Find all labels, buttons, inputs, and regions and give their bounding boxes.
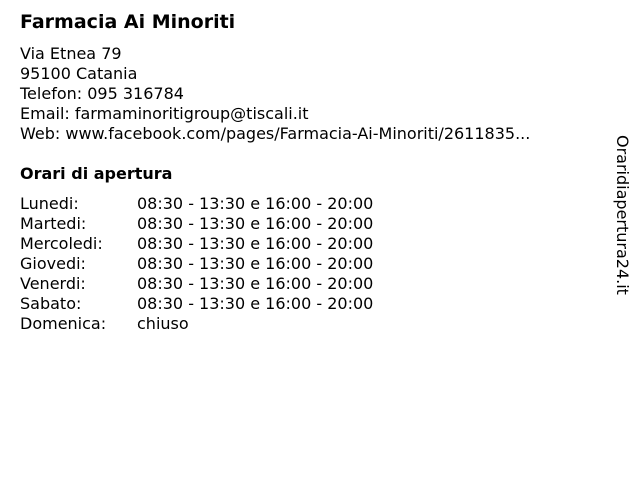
- day-label: Martedi:: [20, 214, 87, 233]
- street-address: Via Etnea 79: [20, 44, 122, 63]
- opening-hours-heading: Orari di apertura: [20, 164, 173, 183]
- site-brand-vertical: [606, 135, 638, 310]
- time-value: 08:30 - 13:30 e 16:00 - 20:00: [137, 194, 374, 213]
- website-url: Web: www.facebook.com/pages/Farmacia-Ai-Minoriti/2611835...: [20, 124, 531, 143]
- day-label: Domenica:: [20, 314, 107, 333]
- contact-block: [20, 44, 530, 144]
- time-value: 08:30 - 13:30 e 16:00 - 20:00: [137, 254, 374, 273]
- day-label: Giovedi:: [20, 254, 86, 273]
- time-value: 08:30 - 13:30 e 16:00 - 20:00: [137, 274, 374, 293]
- time-value: 08:30 - 13:30 e 16:00 - 20:00: [137, 234, 374, 253]
- day-label: Venerdi:: [20, 274, 86, 293]
- day-label: Lunedi:: [20, 194, 79, 213]
- time-value: 08:30 - 13:30 e 16:00 - 20:00: [137, 214, 374, 233]
- site-brand-label: Oraridiapertura24.it: [613, 135, 632, 295]
- day-label: Sabato:: [20, 294, 82, 313]
- phone-number: Telefon: 095 316784: [20, 84, 184, 103]
- city-postcode: 95100 Catania: [20, 64, 138, 83]
- pharmacy-name: Farmacia Ai Minoriti: [20, 11, 236, 33]
- email-address: Email: farmaminoritigroup@tiscali.it: [20, 104, 309, 123]
- time-value: 08:30 - 13:30 e 16:00 - 20:00: [137, 294, 374, 313]
- day-label: Mercoledi:: [20, 234, 103, 253]
- time-value: chiuso: [137, 314, 189, 333]
